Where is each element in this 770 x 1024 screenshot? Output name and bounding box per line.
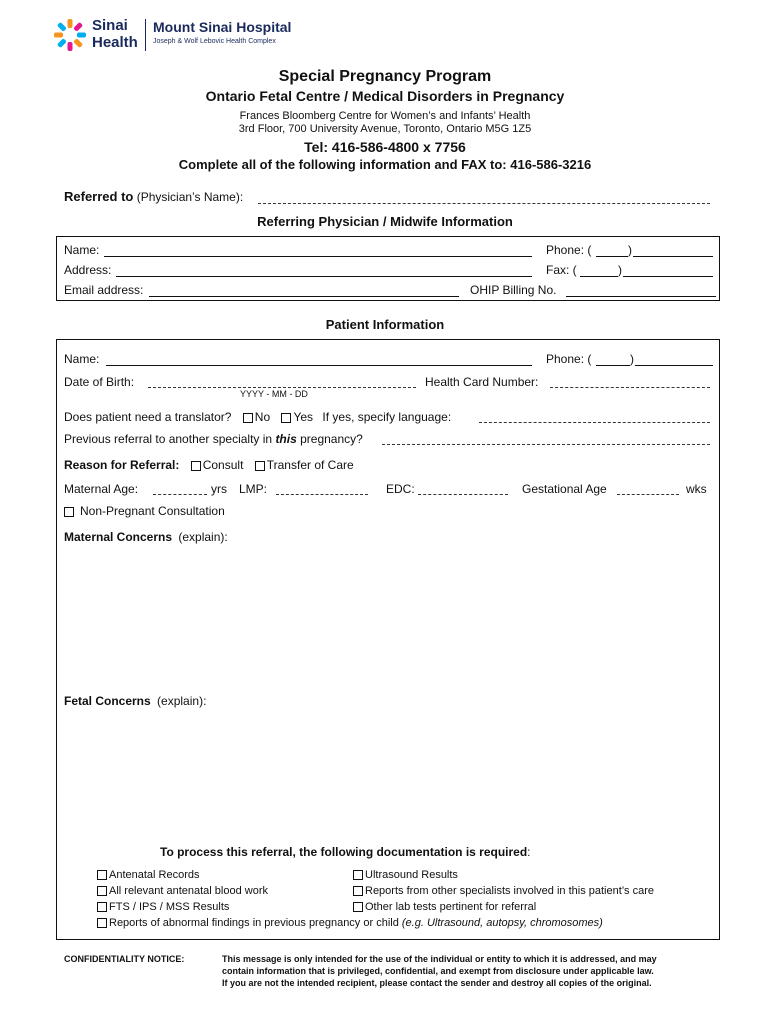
translator-question: Does patient need a translator?: [64, 410, 232, 424]
sinai-health-logo: [52, 17, 302, 53]
doc-checkbox[interactable]: [97, 902, 107, 912]
doc-item: [97, 917, 603, 929]
fetal-concerns-explain: (explain):: [157, 694, 207, 708]
ohip-billing-field[interactable]: [566, 296, 716, 297]
maternal-concerns-row: [64, 530, 228, 544]
wks-label: wks: [686, 482, 707, 496]
physician-address-label: Address:: [64, 263, 112, 277]
confidentiality-line2: contain information that is privileged, confidential, and exempt from disclosure under applicable law.: [222, 966, 654, 976]
lmp-label: LMP:: [239, 482, 268, 496]
physician-phone-field[interactable]: [633, 256, 713, 257]
maternal-age-label: Maternal Age:: [64, 482, 139, 496]
doc-other-lab-tests: Other lab tests pertinent for referral: [365, 901, 537, 913]
physician-address-field[interactable]: [116, 276, 532, 277]
logo-hospital: Mount Sinai Hospital: [153, 19, 292, 35]
patient-phone-close: ): [630, 352, 634, 366]
reason-label: Reason for Referral:: [64, 458, 180, 472]
physician-fax-field[interactable]: [623, 276, 713, 277]
non-pregnant-row: [64, 504, 225, 518]
documentation-heading: To process this referral, the following documentation is required: [160, 845, 528, 859]
physician-section-heading: Referring Physician / Midwife Information: [257, 214, 513, 229]
non-pregnant-label: Non-Pregnant Consultation: [80, 504, 225, 518]
doc-checkbox[interactable]: [97, 870, 107, 880]
translator-no-checkbox[interactable]: [243, 413, 253, 423]
gestational-age-label: Gestational Age: [522, 482, 607, 496]
doc-item: [353, 885, 654, 897]
health-card-field[interactable]: [550, 387, 710, 388]
maternal-concerns-label: Maternal Concerns: [64, 530, 173, 544]
referred-to-field[interactable]: [258, 203, 710, 204]
physician-fax-close: ): [618, 263, 622, 277]
patient-section-heading: Patient Information: [325, 317, 445, 332]
logo-divider: [145, 19, 146, 51]
doc-abnormal-findings-examples: (e.g. Ultrasound, autopsy, chromosomes): [401, 917, 603, 929]
sinai-health-mark-icon: [52, 17, 88, 53]
ohip-billing-label: OHIP Billing No.: [470, 283, 557, 297]
maternal-age-field[interactable]: [153, 494, 207, 495]
yrs-label: yrs: [211, 482, 227, 496]
lmp-field[interactable]: [276, 494, 368, 495]
fetal-concerns-row: [64, 694, 206, 708]
edc-label: EDC:: [386, 482, 415, 496]
confidentiality-line1: This message is only intended for the use of the individual or entity to which it is addressed, and may: [222, 954, 657, 964]
translator-yes-label: Yes: [293, 410, 314, 424]
physician-phone-area-field[interactable]: [596, 256, 628, 257]
previous-referral-text-b: pregnancy?: [296, 432, 363, 446]
language-label: If yes, specify language:: [322, 410, 452, 424]
transfer-label: Transfer of Care: [266, 458, 354, 472]
patient-name-field[interactable]: [106, 365, 532, 366]
physician-name-label: Name:: [64, 243, 100, 257]
centre-address-line1: Frances Bloomberg Centre for Women’s and Infants’ Health: [239, 110, 531, 122]
doc-blood-work: All relevant antenatal blood work: [109, 885, 268, 897]
doc-checkbox[interactable]: [97, 886, 107, 896]
physician-phone-label: Phone: (: [546, 243, 592, 257]
gestational-age-field[interactable]: [617, 494, 679, 495]
confidentiality-line3: If you are not the intended recipient, please contact the sender and destroy all copies of the original.: [222, 978, 652, 988]
doc-checkbox[interactable]: [353, 870, 363, 880]
fetal-concerns-area[interactable]: [64, 712, 710, 837]
physician-email-label: Email address:: [64, 283, 144, 297]
doc-item: [97, 901, 229, 913]
doc-fts-ips-mss: FTS / IPS / MSS Results: [109, 901, 230, 913]
non-pregnant-checkbox[interactable]: [64, 507, 74, 517]
previous-referral-text-a: Previous referral to another specialty in: [64, 432, 276, 446]
language-field[interactable]: [479, 422, 710, 423]
form-title: Special Pregnancy Program: [278, 68, 492, 85]
maternal-concerns-explain: (explain):: [178, 530, 228, 544]
centre-address-line2: 3rd Floor, 700 University Avenue, Toronto, Ontario M5G 1Z5: [238, 123, 532, 135]
logo-org-line1: Sinai: [92, 17, 128, 34]
doc-specialist-reports: Reports from other specialists involved in this patient’s care: [365, 885, 654, 897]
physician-phone-close: ): [628, 243, 632, 257]
dob-label: Date of Birth:: [64, 375, 135, 389]
doc-checkbox[interactable]: [97, 918, 107, 928]
dob-format-hint: YYYY - MM - DD: [240, 389, 308, 399]
patient-phone-field[interactable]: [635, 365, 713, 366]
doc-item: [97, 869, 200, 881]
previous-referral-this: this: [275, 432, 297, 446]
doc-antenatal-records: Antenatal Records: [109, 869, 200, 881]
referred-to-row: [64, 189, 243, 204]
patient-phone-area-field[interactable]: [596, 365, 630, 366]
logo-org-line2: Health: [92, 34, 138, 51]
transfer-checkbox[interactable]: [255, 461, 265, 471]
logo-complex: Joseph & Wolf Lebovic Health Complex: [153, 38, 276, 45]
physician-fax-label: Fax: (: [546, 263, 577, 277]
physician-name-field[interactable]: [104, 256, 532, 257]
doc-item: [97, 885, 268, 897]
previous-referral-field[interactable]: [382, 444, 710, 445]
translator-row: [64, 410, 451, 424]
health-card-label: Health Card Number:: [425, 375, 539, 389]
doc-checkbox[interactable]: [353, 902, 363, 912]
previous-referral-row: [64, 432, 363, 446]
translator-yes-checkbox[interactable]: [281, 413, 291, 423]
edc-field[interactable]: [418, 494, 508, 495]
reason-row: [64, 458, 354, 472]
doc-checkbox[interactable]: [353, 886, 363, 896]
documentation-colon: :: [527, 845, 531, 859]
dob-field[interactable]: [148, 387, 416, 388]
fax-instruction: Complete all of the following information and FAX to: 416-586-3216: [178, 157, 592, 172]
doc-item: [353, 869, 458, 881]
form-subtitle: Ontario Fetal Centre / Medical Disorders in Pregnancy: [205, 88, 565, 104]
consult-checkbox[interactable]: [191, 461, 201, 471]
doc-abnormal-findings: Reports of abnormal findings in previous pregnancy or child: [109, 917, 402, 929]
maternal-concerns-area[interactable]: [64, 548, 710, 688]
fetal-concerns-label: Fetal Concerns: [64, 694, 151, 708]
patient-phone-label: Phone: (: [546, 352, 592, 366]
translator-no-label: No: [254, 410, 271, 424]
physician-email-field[interactable]: [149, 296, 459, 297]
referred-to-sublabel: (Physician’s Name):: [136, 190, 244, 204]
doc-ultrasound: Ultrasound Results: [365, 869, 458, 881]
consult-label: Consult: [202, 458, 244, 472]
referred-to-label: Referred to: [64, 189, 134, 204]
confidentiality-label: CONFIDENTIALITY NOTICE:: [64, 954, 185, 964]
physician-fax-area-field[interactable]: [580, 276, 618, 277]
doc-item: [353, 901, 536, 913]
documentation-heading-row: [160, 845, 531, 859]
telephone: Tel: 416-586-4800 x 7756: [304, 139, 466, 155]
patient-name-label: Name:: [64, 352, 100, 366]
